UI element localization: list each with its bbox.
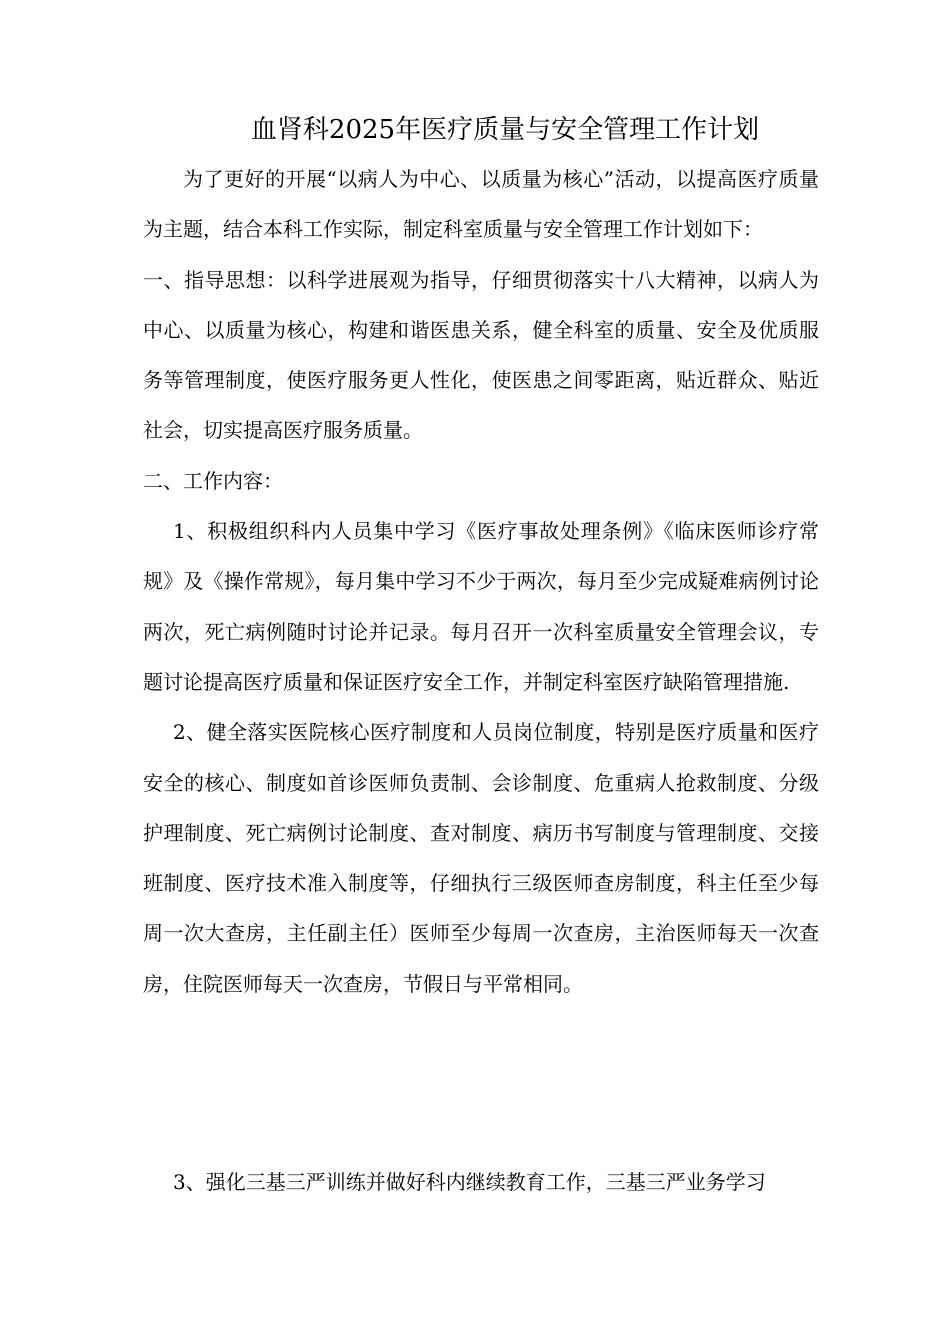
document-title: 血肾科2025年医疗质量与安全管理工作计划 <box>250 115 760 145</box>
item2-paragraph: 2、健全落实医院核心医疗制度和人员岗位制度，特别是医疗质量和医疗安全的核心、制度如首诊医师负责制、会诊制度、危重病人抢救制度、分级护理制度、死亡病例讨论制度、查对制度、病历书写制度与管理制度、交接班制度、医疗技术准入制度等，仔细执行三级医师查房制度，科主任至少每周一次大查房，主任副主任）医师至少每周一次查房，主治医师每天一次查房，住院医师每天一次查房，节假日与平常相同。 <box>143 720 819 996</box>
item1-paragraph: 1、积极组织科内人员集中学习《医疗事故处理条例》《临床医师诊疗常规》及《操作常规》，每月集中学习不少于两次，每月至少完成疑难病例讨论两次，死亡病例随时讨论并记录。每月召开一次科室质量安全管理会议，专题讨论提高医疗质量和保证医疗安全工作，并制定科室医疗缺陷管理措施. <box>143 519 819 694</box>
item3-paragraph: 3、强化三基三严训练并做好科内继续教育工作，三基三严业务学习 <box>173 1170 766 1194</box>
section2-heading: 二、工作内容： <box>143 468 283 493</box>
intro-paragraph: 为了更好的开展“以病人为中心、以质量为核心”活动，以提高医疗质量为主题，结合本科工作实际，制定科室质量与安全管理工作计划如下： <box>143 167 819 242</box>
document-body-continued <box>143 1157 819 1207</box>
document-body <box>143 154 819 1009</box>
section1-paragraph: 一、指导思想：以科学进展观为指导，仔细贯彻落实十八大精神，以病人为中心、以质量为核心，构建和谐医患关系，健全科室的质量、安全及优质服务等管理制度，使医疗服务更人性化，使医患之间零距离，贴近群众、贴近社会，切实提高医疗服务质量。 <box>143 267 819 443</box>
